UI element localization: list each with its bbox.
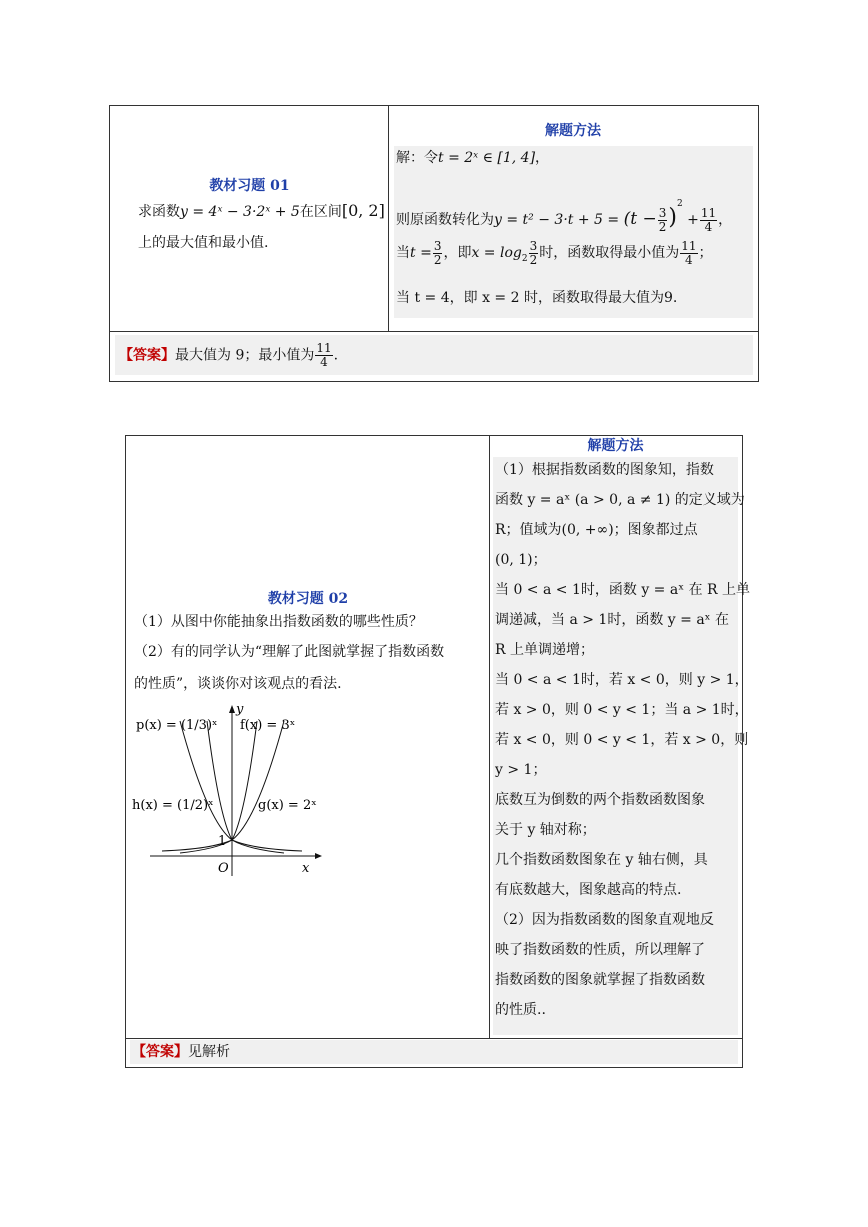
label-x: x xyxy=(302,861,310,876)
curve-h-half-x xyxy=(180,721,302,851)
card2-q2-line1: （2）有的同学认为“理解了此图就掌握了指数函数 xyxy=(134,644,445,660)
label-origin: O xyxy=(218,861,229,876)
card2-answer-divider xyxy=(126,1038,742,1039)
label-y: y xyxy=(236,702,244,717)
card1-right-cell xyxy=(388,106,758,331)
label-h: h(x) = (1/2)ˣ xyxy=(132,798,214,813)
frac-3-2: $\frac{3}{2}$ xyxy=(658,205,667,234)
card2-right-cell xyxy=(489,436,751,1038)
card2-q2-line2: 的性质”，谈谈你对该观点的看法. xyxy=(134,676,342,692)
x-axis-arrow xyxy=(315,853,322,859)
card1-answer-divider xyxy=(110,331,758,332)
card2-q1: （1）从图中你能抽象出指数函数的哪些性质？ xyxy=(134,614,423,630)
card1-right-title: 解题方法 xyxy=(545,123,601,139)
curve-g-2x xyxy=(162,721,284,851)
card1-sol-line2: 则原函数转化为y = t² − 3·t + 5 = (t − $\frac{3}{2}$ )$^2$ + $\frac{11}{4}$ ， xyxy=(396,199,733,234)
card2-left-cell xyxy=(126,436,490,1038)
card2-right-title: 解题方法 xyxy=(587,438,644,454)
card1-problem-interval: [0, 2] xyxy=(341,201,385,220)
card2-answer-label: 【答案】 xyxy=(132,1044,188,1060)
card1-answer-text: 最大值为 9；最小值为 xyxy=(175,347,315,364)
card2-answer-text: 见解析 xyxy=(188,1044,230,1060)
card1-sol-line1: 解：令t = 2ˣ ∈ [1, 4]， xyxy=(396,150,550,166)
card1-sol-line4: 当 t = 4，即 x = 2 时，函数取得最大值为9. xyxy=(396,290,678,306)
card1-answer-label: 【答案】 xyxy=(119,347,175,364)
card1-problem-line2: 上的最大值和最小值. xyxy=(138,235,269,251)
card2-left-title: 教材习题 02 xyxy=(267,591,349,607)
y-axis-arrow xyxy=(229,705,235,713)
card1-left-title: 教材习题 01 xyxy=(209,178,290,194)
label-p: p(x) = (1/3)ˣ xyxy=(136,718,218,733)
card1-problem-func: y = 4ˣ − 3·2ˣ + 5 xyxy=(180,204,300,220)
card1-solution-box xyxy=(394,146,753,318)
card1-sol-line3: 当t = $\frac{3}{2}$ ，即$x = \log_2$ $\frac{3}{2}$ 时，函数取得最小值为 $\frac{11}{4}$ ； xyxy=(396,238,713,267)
card1-problem-line1: 求函数y = 4ˣ − 3·2ˣ + 5在区间[0, 2] xyxy=(138,201,385,220)
card2-answer-row xyxy=(130,1040,738,1064)
card2-solution-box: （1）根据指数函数的图象知，指数 函数 y = aˣ (a > 0, a ≠ 1) 的定义域为 R；值域为(0, +∞)；图象都过点 (0, 1)； 当 0 < a < 1时，函数 y = aˣ 在 R 上单 调递减，当 a > 1时，函数 y = aˣ 在 R 上单调递增； 当 0 < a < 1时，若 x < 0，则 y > 1， 若 x > 0，则 0 < y < 1；当 a > 1时， 若 x < 0，则 0 < y < 1，若 x > 0，则 y > 1； 底数互为倒数的两个指数函数图象 关于 y 轴对称； 几个指数函数图象在 y 轴右侧，具 有底数越大，图象越高的特点. （2）因为指数函数的图象直观地反 映了指数函数的性质，所以理解了 指数函数的图象就掌握了指数函数 的性质.. xyxy=(493,457,738,1035)
label-g: g(x) = 2ˣ xyxy=(258,798,317,813)
card1-answer-row: 【答案】最大值为 9；最小值为 $\frac{11}{4}$ . xyxy=(115,335,753,375)
label-f: f(x) = 3ˣ xyxy=(240,718,296,733)
label-one: 1 xyxy=(218,834,227,849)
problem-card-02 xyxy=(125,435,751,1068)
problem-card-01 xyxy=(109,105,759,382)
exponential-graph xyxy=(132,701,332,881)
card1-left-cell xyxy=(110,106,389,331)
frac-11-4: $\frac{11}{4}$ xyxy=(700,205,717,234)
